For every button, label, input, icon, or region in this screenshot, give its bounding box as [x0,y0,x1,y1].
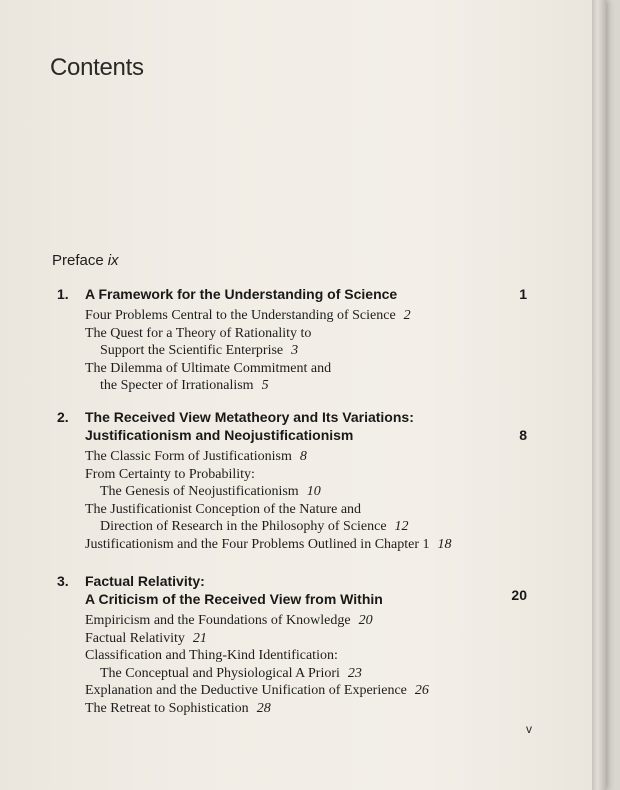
section-text: The Conceptual and Physiological A Priori [100,665,340,681]
section-page: 20 [358,613,373,628]
section-text: From Certainty to Probability: [85,466,255,482]
section-line [85,647,527,665]
section-page: 28 [256,700,271,716]
section-page: 8 [299,449,307,464]
section-text: Justificationism and the Four Problems Outlined in Chapter 1 [85,536,430,552]
chapter-3 [57,572,527,718]
chapter-heading [57,285,527,303]
chapter-number: 1. [57,286,69,302]
section-text: the Specter of Irrationalism [100,378,254,394]
section-text: Explanation and the Deductive Unification of Experience [85,683,407,699]
section-line [85,360,527,378]
section-line [85,342,527,360]
chapter-number: 3. [57,573,69,589]
section-text: Empiricism and the Foundations of Knowledge [85,613,351,628]
page-edge [592,0,606,790]
section-line [85,612,527,630]
chapter-page: 20 [511,587,527,603]
section-line [85,307,527,325]
section-text: Direction of Research in the Philosophy of Science [100,519,387,535]
section-line [85,630,527,648]
section-page: 26 [414,683,429,699]
preface-entry [52,252,119,269]
section-text: Factual Relativity [85,630,185,646]
section-line [85,501,527,519]
section-page: 21 [192,630,207,646]
section-text: The Retreat to Sophistication [85,700,249,716]
section-line [85,682,527,700]
page-folio: v [526,722,532,736]
chapter-title-line: Justificationism and Neojustificationism [85,427,354,443]
section-page: 12 [394,519,409,535]
preface-page: ix [107,252,119,269]
chapter-title-line: Factual Relativity: [85,573,205,589]
section-page: 3 [291,343,299,359]
section-line [85,700,527,718]
chapter-heading [57,408,527,444]
section-line [85,325,527,343]
chapter-title-line: The Received View Metatheory and Its Variations: [85,409,414,425]
section-page: 23 [347,665,362,681]
section-line [85,483,527,501]
chapter-2 [57,408,527,554]
section-text: Classification and Thing-Kind Identification: [85,648,338,664]
section-list [85,307,527,395]
section-line [85,377,527,395]
page-title: Contents [50,54,144,81]
chapter-title-line: A Framework for the Understanding of Science [85,286,398,302]
section-text: Four Problems Central to the Understanding of Science [85,308,396,323]
section-text: The Quest for a Theory of Rationality to [85,325,312,341]
section-line [85,536,527,554]
section-text: The Justificationist Conception of the Nature and [85,501,362,517]
chapter-page: 1 [519,286,527,302]
preface-label: Preface [52,252,104,269]
section-text: The Dilemma of Ultimate Commitment and [85,360,332,376]
chapter-title-line: A Criticism of the Received View from Within [85,591,383,607]
section-list [85,612,527,718]
section-line [85,518,527,536]
chapter-number: 2. [57,409,69,425]
chapter-page: 8 [519,427,527,443]
section-page: 2 [403,308,411,323]
section-page: 18 [437,536,452,552]
section-list [85,448,527,554]
section-line [85,448,527,466]
section-text: Support the Scientific Enterprise [100,343,284,359]
section-text: The Genesis of Neojustificationism [100,484,299,500]
section-page: 10 [306,484,321,500]
section-line [85,466,527,484]
chapter-heading [57,572,527,608]
chapter-1 [57,285,527,395]
section-text: The Classic Form of Justificationism [85,449,292,464]
section-page: 5 [261,378,269,394]
section-line [85,665,527,683]
